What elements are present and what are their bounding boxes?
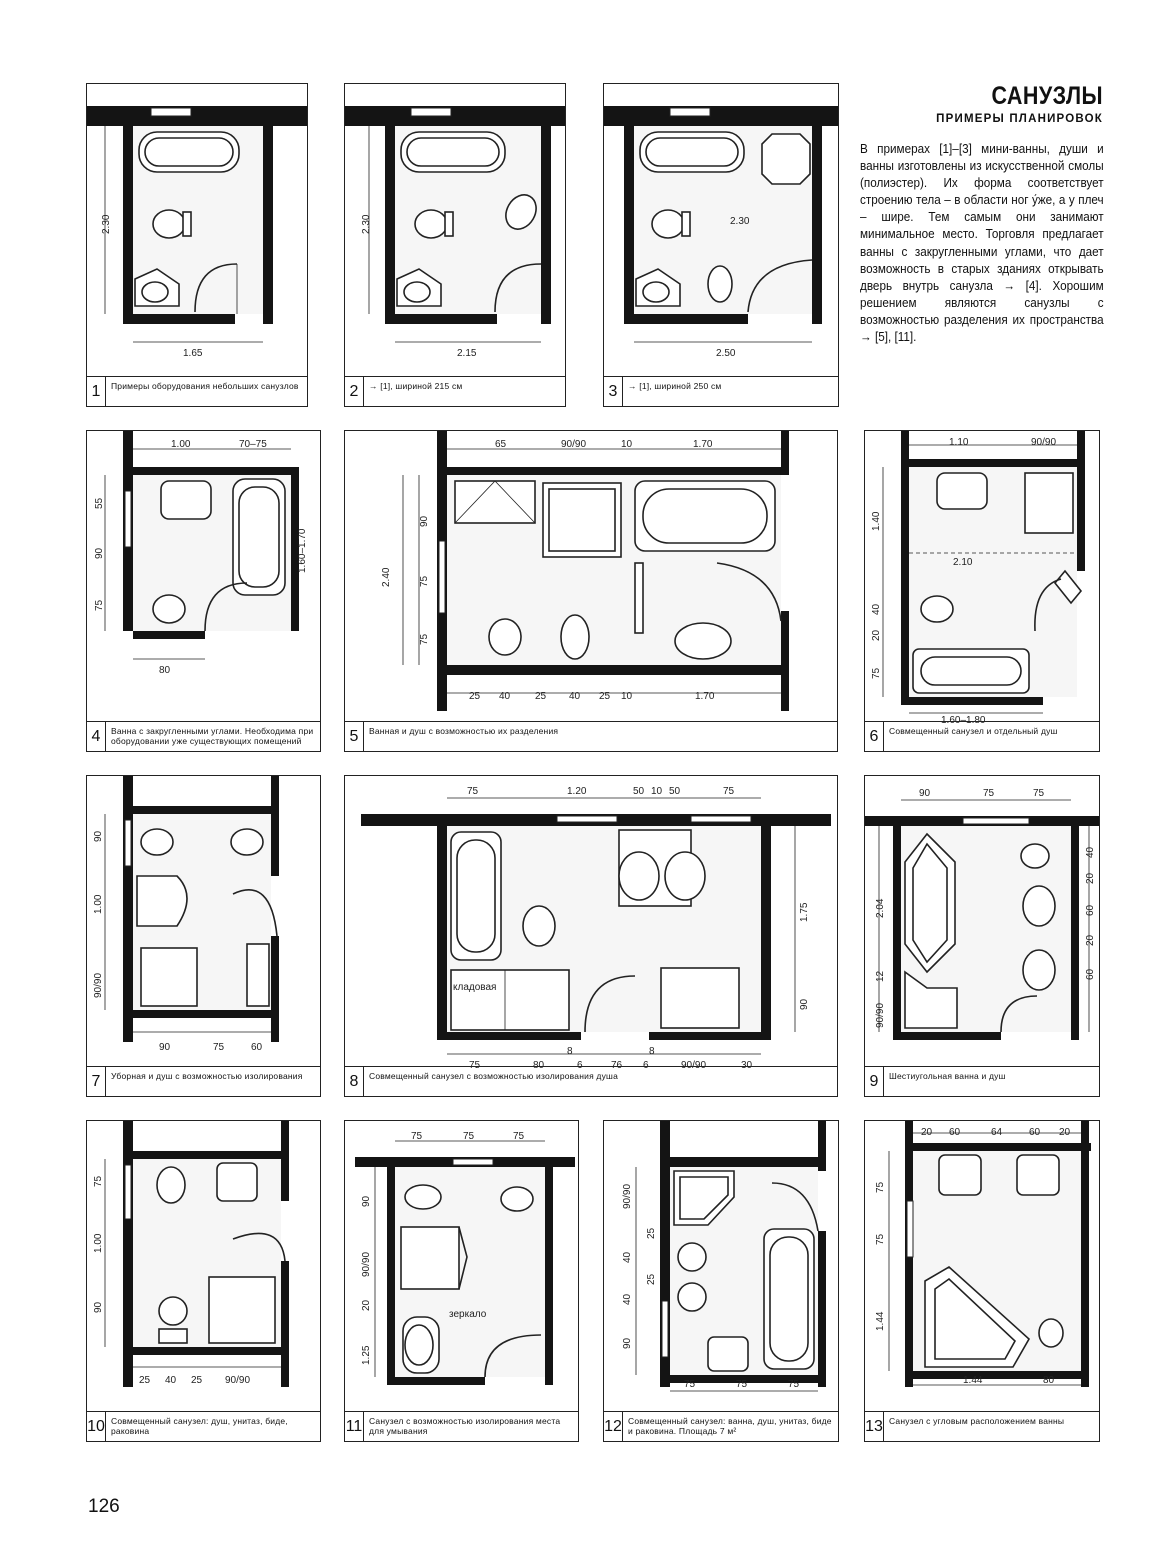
dim-label: 90 <box>419 515 430 527</box>
dim-label: 80 <box>533 1060 545 1068</box>
dim-label: 90/90 <box>225 1375 251 1386</box>
dim-label: 40 <box>622 1293 633 1305</box>
dim-label: 20 <box>921 1127 933 1138</box>
figure-number: 9 <box>865 1067 884 1096</box>
caption-text: Ванна с закругленными углами. Необходима при оборудовании уже существующих помещений <box>111 726 314 746</box>
dim-label: 60 <box>251 1042 263 1053</box>
dim-label: 25 <box>535 691 547 702</box>
dimension-labels-2 <box>345 84 566 378</box>
figure-caption <box>604 1411 838 1441</box>
dim-label: 20 <box>361 1299 372 1311</box>
figure-4 <box>86 430 321 752</box>
figure-caption <box>865 1411 1099 1441</box>
dim-label: 1.70 <box>693 439 713 450</box>
dim-label: 75 <box>983 788 995 799</box>
caption-text: → [1], шириной 250 см <box>628 381 722 391</box>
dim-label: 75 <box>736 1379 748 1390</box>
dim-label: 75 <box>513 1131 525 1142</box>
figure-8 <box>344 775 838 1097</box>
caption-text: Санузел с возможностью изолирования места для умывания <box>369 1416 561 1436</box>
figure-13 <box>864 1120 1100 1442</box>
dim-label: 90/90 <box>875 1002 886 1028</box>
dim-label: 50 <box>669 786 681 797</box>
dim-label: 2.50 <box>716 348 736 359</box>
dim-label: 40 <box>871 603 882 615</box>
caption-text: Совмещенный санузел с возможностью изолирования душа <box>369 1071 618 1081</box>
caption-text: Ванная и душ с возможностью их разделения <box>369 726 559 736</box>
figure-number: 7 <box>87 1067 106 1096</box>
figure-9 <box>864 775 1100 1097</box>
dim-label: 20 <box>871 629 882 641</box>
dim-label: 1.25 <box>361 1345 372 1365</box>
dim-label: 1.00 <box>93 894 104 914</box>
figure-caption <box>87 721 320 751</box>
caption-text: Совмещенный санузел: ванна, душ, унитаз, биде и раковина. Площадь 7 м² <box>628 1416 832 1436</box>
dim-label: 40 <box>622 1251 633 1263</box>
dim-label: 75 <box>411 1131 423 1142</box>
dim-label: 40 <box>165 1375 177 1386</box>
dim-label: 90 <box>159 1042 171 1053</box>
dim-label: 30 <box>741 1060 753 1068</box>
dim-label: 2.10 <box>953 557 973 568</box>
dim-label: 90 <box>361 1195 372 1207</box>
caption-text: Шестиугольная ванна и душ <box>889 1071 1006 1081</box>
dim-label: 75 <box>788 1379 800 1390</box>
dim-label: 2.30 <box>101 214 112 234</box>
dim-label: 1.60–1.70 <box>297 528 308 573</box>
room-label-storage: кладовая <box>453 982 497 993</box>
figure-5 <box>344 430 838 752</box>
dim-label: 1.00 <box>93 1233 104 1253</box>
dim-label: 75 <box>871 667 882 679</box>
caption-text: Уборная и душ с возможностью изолирования <box>111 1071 303 1081</box>
figure-number: 5 <box>345 722 364 751</box>
dim-label: 8 <box>649 1046 655 1057</box>
dim-label: 25 <box>191 1375 203 1386</box>
page-subtitle: ПРИМЕРЫ ПЛАНИРОВОК <box>936 113 1103 125</box>
dimension-labels-6 <box>865 431 1100 723</box>
figure-10 <box>86 1120 321 1442</box>
dim-label: 60 <box>1085 968 1096 980</box>
dim-label: 75 <box>469 1060 481 1068</box>
figure-caption <box>345 376 565 406</box>
dim-label: 2.04 <box>875 898 886 918</box>
dim-label: 75 <box>467 786 479 797</box>
dim-label: 10 <box>651 786 663 797</box>
dim-label: 6 <box>643 1060 649 1068</box>
dim-label: 1.60–1.80 <box>941 715 986 723</box>
mirror-label: зеркало <box>449 1309 487 1320</box>
dim-label: 25 <box>646 1273 657 1285</box>
dimension-labels-8 <box>345 776 838 1068</box>
caption-text: Санузел с угловым расположением ванны <box>889 1416 1065 1426</box>
dim-label: 8 <box>567 1046 573 1057</box>
dim-label: 60 <box>1029 1127 1041 1138</box>
dim-label: 2.40 <box>381 567 392 587</box>
dim-label: 90/90 <box>1031 437 1057 448</box>
figure-caption <box>87 1066 320 1096</box>
dim-label: 76 <box>611 1060 623 1068</box>
figure-caption <box>87 1411 320 1441</box>
dim-label: 60 <box>1085 904 1096 916</box>
dimension-labels-12 <box>604 1121 839 1413</box>
dim-label: 40 <box>1085 846 1096 858</box>
figure-caption <box>604 376 838 406</box>
dimension-labels-5 <box>345 431 838 723</box>
figure-7 <box>86 775 321 1097</box>
dim-label: 90 <box>94 547 105 559</box>
figure-number: 2 <box>345 377 364 406</box>
dim-label: 80 <box>159 665 171 676</box>
heading-block <box>855 82 1103 125</box>
dim-label: 25 <box>599 691 611 702</box>
caption-text: Совмещенный санузел: душ, унитаз, биде, раковина <box>111 1416 288 1436</box>
dim-label: 1.10 <box>949 437 969 448</box>
dim-label: 40 <box>569 691 581 702</box>
dim-label: 75 <box>419 575 430 587</box>
figure-6 <box>864 430 1100 752</box>
figure-number: 12 <box>604 1412 623 1441</box>
dim-label: 12 <box>875 970 886 982</box>
body-text: В примерах [1]–[3] мини-ванны, души и ванны изготовлены из искусственной смолы (полиэстер). Их форма соответствует строению тела – в области ног у́же, а у плеч – шире. Тем самым они занимают минимальное место. Торговля предлагает ванны с закругленными углами, что дает возможность в старых зданиях открывать дверь внутрь санузла → [4]. Хорошим решением являются санузлы с возможностью разделения их пространства → [5], [11]. <box>860 142 1104 345</box>
dim-label: 20 <box>1085 934 1096 946</box>
dim-label: 60 <box>949 1127 961 1138</box>
dim-label: 2.30 <box>361 214 372 234</box>
dim-label: 20 <box>1085 872 1096 884</box>
figure-12 <box>603 1120 839 1442</box>
figure-caption <box>865 1066 1099 1096</box>
figure-number: 6 <box>865 722 884 751</box>
dim-label: 25 <box>646 1227 657 1239</box>
dimension-labels-7 <box>87 776 321 1068</box>
dimension-labels-13 <box>865 1121 1100 1413</box>
caption-text: Примеры оборудования небольших санузлов <box>111 381 299 391</box>
figure-3 <box>603 83 839 407</box>
dim-label: 1.44 <box>963 1375 983 1386</box>
figure-number: 3 <box>604 377 623 406</box>
dim-label: 25 <box>469 691 481 702</box>
figure-number: 13 <box>865 1412 884 1441</box>
dim-label: 2.15 <box>457 348 477 359</box>
dimension-labels-11 <box>345 1121 579 1413</box>
figure-caption <box>865 721 1099 751</box>
caption-text: Совмещенный санузел и отдельный душ <box>889 726 1058 736</box>
dim-label: 75 <box>213 1042 225 1053</box>
dim-label: 90 <box>919 788 931 799</box>
figure-caption <box>345 721 837 751</box>
dim-label: 75 <box>94 599 105 611</box>
dimension-labels-1 <box>87 84 308 378</box>
dim-label: 6 <box>577 1060 583 1068</box>
dim-label: 90/90 <box>681 1060 707 1068</box>
dim-label: 1.20 <box>567 786 587 797</box>
figure-2 <box>344 83 566 407</box>
dimension-labels-4 <box>87 431 321 723</box>
dimension-labels-3 <box>604 84 839 378</box>
dim-label: 90/90 <box>93 972 104 998</box>
dim-label: 25 <box>139 1375 151 1386</box>
dimension-labels-10 <box>87 1121 321 1413</box>
dim-label: 1.00 <box>171 439 191 450</box>
dim-label: 55 <box>94 497 105 509</box>
dim-label: 50 <box>633 786 645 797</box>
figure-number: 8 <box>345 1067 364 1096</box>
dim-label: 90/90 <box>561 439 587 450</box>
dim-label: 1.70 <box>695 691 715 702</box>
dim-label: 90 <box>799 998 810 1010</box>
dim-label: 75 <box>1033 788 1045 799</box>
dim-label: 75 <box>684 1379 696 1390</box>
dim-label: 2.30 <box>730 216 750 227</box>
dim-label: 10 <box>621 439 633 450</box>
dim-label: 90/90 <box>622 1183 633 1209</box>
dim-label: 70–75 <box>239 439 267 450</box>
dim-label: 75 <box>93 1175 104 1187</box>
figure-caption <box>345 1411 578 1441</box>
figure-number: 10 <box>87 1412 106 1441</box>
page-title: САНУЗЛЫ <box>991 82 1103 110</box>
dim-label: 80 <box>1043 1375 1055 1386</box>
dim-label: 90 <box>93 1301 104 1313</box>
dim-label: 40 <box>499 691 511 702</box>
figure-caption <box>345 1066 837 1096</box>
dim-label: 1.40 <box>871 511 882 531</box>
dim-label: 75 <box>463 1131 475 1142</box>
dim-label: 64 <box>991 1127 1003 1138</box>
dim-label: 90 <box>93 830 104 842</box>
dim-label: 10 <box>621 691 633 702</box>
dim-label: 90 <box>622 1337 633 1349</box>
figure-number: 1 <box>87 377 106 406</box>
dim-label: 1.75 <box>799 902 810 922</box>
figure-caption <box>87 376 307 406</box>
dim-label: 75 <box>875 1181 886 1193</box>
dim-label: 65 <box>495 439 507 450</box>
dim-label: 20 <box>1059 1127 1071 1138</box>
figure-number: 4 <box>87 722 106 751</box>
figure-11 <box>344 1120 579 1442</box>
dim-label: 90/90 <box>361 1251 372 1277</box>
dim-label: 75 <box>875 1233 886 1245</box>
dim-label: 1.65 <box>183 348 203 359</box>
page-number: 126 <box>88 1496 120 1517</box>
dim-label: 75 <box>419 633 430 645</box>
dim-label: 1.44 <box>875 1311 886 1331</box>
caption-text: → [1], шириной 215 см <box>369 381 463 391</box>
figure-1 <box>86 83 308 407</box>
dim-label: 75 <box>723 786 735 797</box>
dimension-labels-9 <box>865 776 1100 1068</box>
figure-number: 11 <box>345 1412 364 1441</box>
